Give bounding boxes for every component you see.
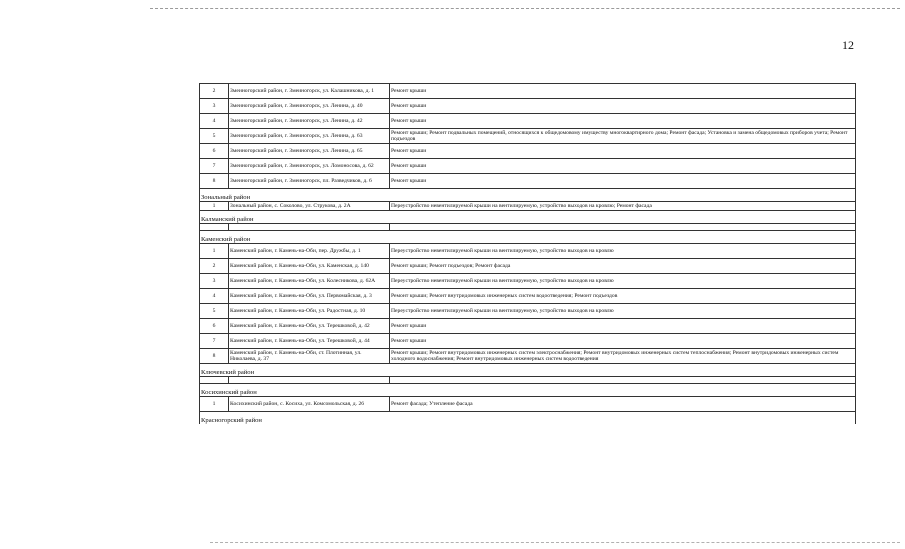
table-row xyxy=(200,289,856,304)
row-number: 4 xyxy=(200,114,229,129)
work-type-cell: Ремонт крыши; Ремонт подвальных помещений, относящихся к общедомовому имуществу многоквартирного дома; Ремонт фасада; Установка и замена общедомовых приборов учета; Ремонт подъездов xyxy=(390,129,856,144)
work-type-cell: Ремонт крыши xyxy=(390,159,856,174)
address-cell: Зональный район, с. Соколово, ул. Струкова, д. 2А xyxy=(229,202,390,211)
table-body xyxy=(200,84,856,425)
work-type-cell: Переустройство невентилируемой крыши на вентилируемую, устройство выходов на кровлю xyxy=(390,244,856,259)
district-name: Красногорский район xyxy=(200,412,856,425)
row-number: 1 xyxy=(200,244,229,259)
address-cell: Змеиногорский район, г. Змеиногорск, ул. Ленина, д. 42 xyxy=(229,114,390,129)
district-name: Калманский район xyxy=(200,211,856,224)
work-type-cell: Ремонт крыши xyxy=(390,174,856,189)
empty-cell xyxy=(390,377,856,384)
district-name: Косихинский район xyxy=(200,384,856,397)
address-cell: Каменский район, г. Камень-на-Оби, ул. Радостная, д. 10 xyxy=(229,304,390,319)
page-number: 12 xyxy=(842,38,854,52)
scan-edge-top xyxy=(150,8,900,10)
table-row xyxy=(200,259,856,274)
district-header-row xyxy=(200,211,856,224)
address-cell: Каменский район, г. Камень-на-Оби, пер. Дружбы, д. 1 xyxy=(229,244,390,259)
table-row xyxy=(200,144,856,159)
address-cell: Каменский район, г. Камень-на-Оби, ст. Плотинная, ул. Николаева, д. 37 xyxy=(229,349,390,364)
table-row xyxy=(200,349,856,364)
row-number: 8 xyxy=(200,174,229,189)
table-row xyxy=(200,84,856,99)
work-type-cell: Ремонт крыши xyxy=(390,144,856,159)
work-type-cell: Ремонт крыши xyxy=(390,84,856,99)
district-name: Зональный район xyxy=(200,189,856,202)
row-number: 4 xyxy=(200,289,229,304)
district-header-row xyxy=(200,364,856,377)
row-number: 7 xyxy=(200,334,229,349)
row-number: 6 xyxy=(200,319,229,334)
table-row xyxy=(200,244,856,259)
district-header-row xyxy=(200,231,856,244)
address-cell: Змеиногорский район, г. Змеиногорск, ул. Ленина, д. 65 xyxy=(229,144,390,159)
row-number: 1 xyxy=(200,202,229,211)
address-cell: Змеиногорский район, г. Змеиногорск, пл. Разведчиков, д. 6 xyxy=(229,174,390,189)
empty-cell xyxy=(200,224,229,231)
address-cell: Каменский район, г. Камень-на-Оби, ул. Колесникова, д. 62А xyxy=(229,274,390,289)
work-type-cell: Переустройство невентилируемой крыши на вентилируемую, устройство выходов на кровлю xyxy=(390,274,856,289)
address-cell: Каменский район, г. Камень-на-Оби, ул. Первомайская, д. 3 xyxy=(229,289,390,304)
address-cell: Змеиногорский район, г. Змеиногорск, ул. Ленина, д. 63 xyxy=(229,129,390,144)
scan-edge-bottom xyxy=(210,542,900,544)
row-number: 3 xyxy=(200,274,229,289)
empty-row xyxy=(200,377,856,384)
work-type-cell: Ремонт крыши; Ремонт подъездов; Ремонт фасада xyxy=(390,259,856,274)
address-cell: Каменский район, г. Камень-на-Оби, ул. Терешковой, д. 44 xyxy=(229,334,390,349)
work-type-cell: Ремонт фасада; Утепление фасада xyxy=(390,397,856,412)
row-number: 1 xyxy=(200,397,229,412)
repair-register-table xyxy=(199,83,856,424)
work-type-cell: Ремонт крыши xyxy=(390,114,856,129)
work-type-cell: Ремонт крыши; Ремонт внутридомовых инженерных систем электроснабжения; Ремонт внутридомовых инженерных систем теплоснабжения; Ремонт внутридомовых инженерных систем холодного водоснабжения; Ремонт внутридомовых инженерных систем водоотведения xyxy=(390,349,856,364)
address-cell: Змеиногорский район, г. Змеиногорск, ул. Ленина, д. 40 xyxy=(229,99,390,114)
work-type-cell: Ремонт крыши xyxy=(390,334,856,349)
address-cell: Змеиногорский район, г. Змеиногорск, ул. Ломоносова, д. 62 xyxy=(229,159,390,174)
empty-cell xyxy=(390,224,856,231)
address-cell: Каменский район, г. Камень-на-Оби, ул. Каменская, д. 140 xyxy=(229,259,390,274)
row-number: 2 xyxy=(200,84,229,99)
district-header-row xyxy=(200,412,856,425)
table-row xyxy=(200,174,856,189)
table-row xyxy=(200,114,856,129)
empty-cell xyxy=(229,377,390,384)
empty-cell xyxy=(200,377,229,384)
address-cell: Каменский район, г. Камень-на-Оби, ул. Терешковой, д. 42 xyxy=(229,319,390,334)
empty-cell xyxy=(229,224,390,231)
table-row xyxy=(200,129,856,144)
table-row xyxy=(200,202,856,211)
work-type-cell: Ремонт крыши; Ремонт внутридомовых инженерных систем водоотведения; Ремонт подъездов xyxy=(390,289,856,304)
row-number: 7 xyxy=(200,159,229,174)
table-row xyxy=(200,99,856,114)
empty-row xyxy=(200,224,856,231)
table-row xyxy=(200,274,856,289)
row-number: 5 xyxy=(200,129,229,144)
row-number: 8 xyxy=(200,349,229,364)
row-number: 5 xyxy=(200,304,229,319)
table-row xyxy=(200,304,856,319)
district-name: Ключевский район xyxy=(200,364,856,377)
table-row xyxy=(200,397,856,412)
work-type-cell: Переустройство невентилируемой крыши на вентилируемую, устройство выходов на кровлю; Ремонт фасада xyxy=(390,202,856,211)
district-header-row xyxy=(200,189,856,202)
district-header-row xyxy=(200,384,856,397)
address-cell: Косихинский район, с. Косиха, ул. Комсомольская, д. 26 xyxy=(229,397,390,412)
table-row xyxy=(200,334,856,349)
row-number: 2 xyxy=(200,259,229,274)
row-number: 3 xyxy=(200,99,229,114)
row-number: 6 xyxy=(200,144,229,159)
work-type-cell: Переустройство невентилируемой крыши на вентилируемую, устройство выходов на кровлю xyxy=(390,304,856,319)
work-type-cell: Ремонт крыши xyxy=(390,99,856,114)
table-row xyxy=(200,319,856,334)
address-cell: Змеиногорский район, г. Змеиногорск, ул. Калашникова, д. 1 xyxy=(229,84,390,99)
work-type-cell: Ремонт крыши xyxy=(390,319,856,334)
district-name: Каменский район xyxy=(200,231,856,244)
table-row xyxy=(200,159,856,174)
